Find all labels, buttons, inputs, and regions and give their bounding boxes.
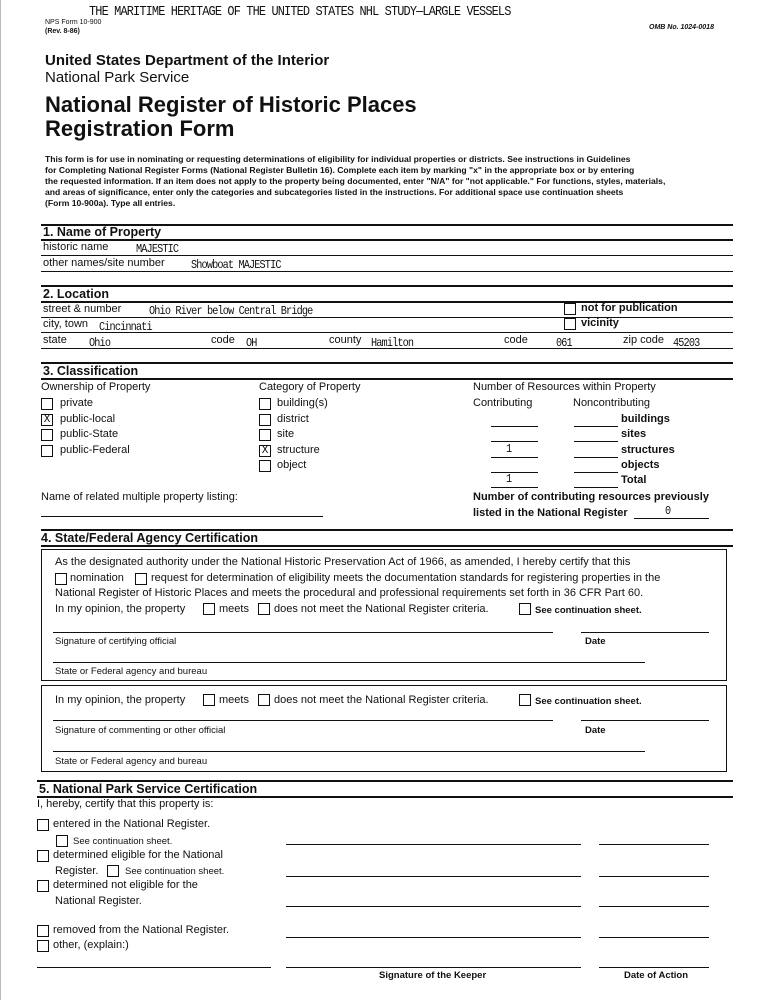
form-revision: (Rev. 8-86) — [45, 28, 80, 35]
contributing-count[interactable]: 1 — [506, 442, 512, 456]
category-structure-checkbox[interactable]: X — [259, 445, 271, 457]
see-continuation-checkbox[interactable] — [107, 865, 119, 877]
form-number: NPS Form 10-900 — [45, 19, 102, 26]
ownership-public-federal-checkbox[interactable] — [41, 445, 53, 457]
eligible-checkbox[interactable] — [37, 850, 49, 862]
meets-checkbox[interactable] — [203, 694, 215, 706]
vicinity-checkbox[interactable] — [564, 318, 576, 330]
instruction-line: (Form 10-900a). Type all entries. — [45, 198, 176, 208]
signature-line[interactable] — [53, 632, 553, 633]
agency-line[interactable] — [53, 751, 645, 752]
date-of-action-line[interactable] — [599, 876, 709, 877]
not-for-publication-label: not for publication — [581, 302, 678, 314]
other-label: other, (explain:) — [53, 939, 129, 951]
agency-label: State or Federal agency and bureau — [55, 756, 208, 767]
see-continuation-checkbox[interactable] — [56, 835, 68, 847]
keeper-signature-line[interactable] — [286, 876, 581, 877]
instruction-line: This form is for use in nominating or requesting determinations of eligibility for individual properties or districts. See instructions in Guidelines — [45, 154, 631, 164]
section-1-heading: 1. Name of Property — [43, 225, 162, 239]
date-label: Date — [585, 725, 606, 736]
service: National Park Service — [45, 69, 190, 86]
city-label: city, town — [43, 318, 89, 330]
ownership-public-local-checkbox[interactable]: X — [41, 414, 53, 426]
see-continuation-label: See continuation sheet. — [73, 836, 173, 847]
signature-label: Signature of commenting or other official — [55, 725, 226, 736]
contributing-count[interactable]: 1 — [506, 472, 512, 486]
title-line: National Register of Historic Places — [45, 92, 417, 117]
category-building-checkbox[interactable] — [259, 398, 271, 410]
county-value[interactable]: Hamilton — [371, 336, 414, 350]
does-not-meet-checkbox[interactable] — [258, 694, 270, 706]
state-value[interactable]: Ohio — [89, 336, 111, 350]
keeper-signature-label: Signature of the Keeper — [379, 970, 487, 981]
nps-intro: I, hereby, certify that this property is: — [37, 798, 214, 810]
keeper-signature-line[interactable] — [286, 967, 581, 968]
opinion-label: In my opinion, the property — [55, 694, 186, 706]
resource-type-label: structures — [621, 444, 675, 456]
national-register-label: National Register. — [55, 895, 142, 907]
previously-listed-label: Number of contributing resources previously — [473, 491, 709, 503]
department: United States Department of the Interior — [45, 52, 330, 69]
meets-checkbox[interactable] — [203, 603, 215, 615]
resource-type-label: objects — [621, 459, 660, 471]
meets-label: meets — [219, 694, 249, 706]
state-code-label: code — [211, 334, 235, 346]
category-label: site — [277, 428, 295, 440]
date-label: Date — [585, 636, 606, 647]
see-continuation-label: See continuation sheet. — [125, 866, 225, 877]
resource-type-label: buildings — [621, 413, 670, 425]
vicinity-label: vicinity — [581, 317, 619, 329]
category-label: Category of Property — [259, 381, 361, 393]
street-value[interactable]: Ohio River below Central Bridge — [149, 304, 313, 318]
other-names-value[interactable]: Showboat MAJESTIC — [191, 258, 281, 272]
date-of-action-line[interactable] — [599, 844, 709, 845]
historic-name-value[interactable]: MAJESTIC — [136, 242, 179, 256]
form-title — [45, 93, 417, 141]
historic-name-label: historic name — [43, 241, 109, 253]
ownership-label: public-Federal — [60, 444, 130, 456]
state-label: state — [43, 334, 67, 346]
related-listing-label: Name of related multiple property listing: — [41, 491, 238, 503]
opinion-label: In my opinion, the property — [55, 603, 186, 615]
instruction-line: the requested information. If an item does not apply to the property being documented, enter "N/A" for "not applicable." For functions, styles, materials, — [45, 176, 666, 186]
omb-number: OMB No. 1024-0018 — [649, 24, 714, 31]
date-of-action-label: Date of Action — [624, 970, 689, 981]
date-line[interactable] — [581, 720, 709, 721]
resources-label: Number of Resources within Property — [473, 381, 656, 393]
resource-type-label: sites — [621, 428, 647, 440]
title-line: Registration Form — [45, 116, 235, 141]
resource-type-label: Total — [621, 474, 647, 486]
keeper-signature-line[interactable] — [286, 844, 581, 845]
series-title: THE MARITIME HERITAGE OF THE UNITED STATES NHL STUDY—LARGLE VESSELS — [89, 4, 511, 20]
county-label: county — [329, 334, 362, 346]
entered-checkbox[interactable] — [37, 819, 49, 831]
section-4-heading: 4. State/Federal Agency Certification — [41, 531, 258, 545]
ownership-label: private — [60, 397, 94, 409]
instruction-line: for Completing National Register Forms (National Register Bulletin 16). Complete each item by marking "x" in the appropriate box or by entering — [45, 165, 635, 175]
ownership-public-state-checkbox[interactable] — [41, 429, 53, 441]
signature-line[interactable] — [53, 720, 553, 721]
zip-label: zip code — [623, 334, 664, 346]
not-eligible-checkbox[interactable] — [37, 880, 49, 892]
meets-label: meets — [219, 603, 249, 615]
city-value[interactable]: Cincinnati — [99, 320, 152, 334]
signature-label: Signature of certifying official — [55, 636, 177, 647]
does-not-meet-checkbox[interactable] — [258, 603, 270, 615]
request-label: request for determination of eligibility meets the documentation standards for registering properties in the — [151, 572, 661, 584]
date-line[interactable] — [581, 632, 709, 633]
section-5-heading: 5. National Park Service Certification — [39, 782, 258, 796]
certification-text: As the designated authority under the National Historic Preservation Act of 1966, as amended, I hereby certify that this — [55, 556, 631, 568]
ownership-label: public-State — [60, 428, 119, 440]
section-2-heading: 2. Location — [43, 287, 109, 301]
county-code-label: code — [504, 334, 528, 346]
related-listing-field[interactable] — [41, 516, 323, 517]
date-of-action-line[interactable] — [599, 967, 709, 968]
contributing-header: Contributing — [473, 397, 533, 409]
other-checkbox[interactable] — [37, 940, 49, 952]
instructions — [45, 154, 665, 209]
nomination-checkbox[interactable] — [55, 573, 67, 585]
category-object-checkbox[interactable] — [259, 460, 271, 472]
category-label: object — [277, 459, 307, 471]
category-label: structure — [277, 444, 320, 456]
does-not-meet-label: does not meet the National Register criteria. — [274, 603, 489, 615]
see-continuation-label: See continuation sheet. — [535, 605, 642, 616]
removed-checkbox[interactable] — [37, 925, 49, 937]
certification-text: National Register of Historic Places and meets the procedural and professional requirements set forth in 36 CFR Part 60. — [55, 587, 644, 599]
previously-listed-value[interactable]: 0 — [665, 504, 671, 518]
instruction-line: and areas of significance, enter only the categories and subcategories listed in the instructions. For additional space use continuation sheets — [45, 187, 624, 197]
request-checkbox[interactable] — [135, 573, 147, 585]
ownership-label: Ownership of Property — [41, 381, 151, 393]
zip-value[interactable]: 45203 — [673, 336, 700, 350]
other-names-label: other names/site number — [43, 257, 165, 269]
nomination-label: nomination — [70, 572, 124, 584]
see-continuation-label: See continuation sheet. — [535, 696, 642, 707]
see-continuation-checkbox[interactable] — [519, 603, 531, 615]
category-label: district — [277, 413, 309, 425]
ownership-label: public-local — [60, 413, 116, 425]
date-of-action-line[interactable] — [599, 906, 709, 907]
does-not-meet-label: does not meet the National Register criteria. — [274, 694, 489, 706]
category-label: building(s) — [277, 397, 328, 409]
county-code-value[interactable]: 061 — [556, 336, 572, 350]
removed-label: removed from the National Register. — [53, 924, 230, 936]
keeper-signature-line[interactable] — [286, 906, 581, 907]
see-continuation-checkbox[interactable] — [519, 694, 531, 706]
ownership-private-checkbox[interactable] — [41, 398, 53, 410]
not-eligible-label: determined not eligible for the — [53, 879, 198, 891]
noncontributing-header: Noncontributing — [573, 397, 651, 409]
previously-listed-label-2: listed in the National Register — [473, 507, 628, 519]
keeper-signature-line[interactable] — [286, 937, 581, 938]
category-site-checkbox[interactable] — [259, 429, 271, 441]
explain-line[interactable] — [37, 967, 271, 968]
street-label: street & number — [43, 303, 122, 315]
section-3-heading: 3. Classification — [43, 364, 139, 378]
not-for-publication-checkbox[interactable] — [564, 303, 576, 315]
register-label: Register. — [55, 865, 99, 877]
date-of-action-line[interactable] — [599, 937, 709, 938]
entered-label: entered in the National Register. — [53, 818, 211, 830]
agency-line[interactable] — [53, 662, 645, 663]
state-code-value[interactable]: OH — [246, 336, 257, 350]
category-district-checkbox[interactable] — [259, 414, 271, 426]
agency-label: State or Federal agency and bureau — [55, 666, 208, 677]
eligible-label: determined eligible for the National — [53, 849, 223, 861]
